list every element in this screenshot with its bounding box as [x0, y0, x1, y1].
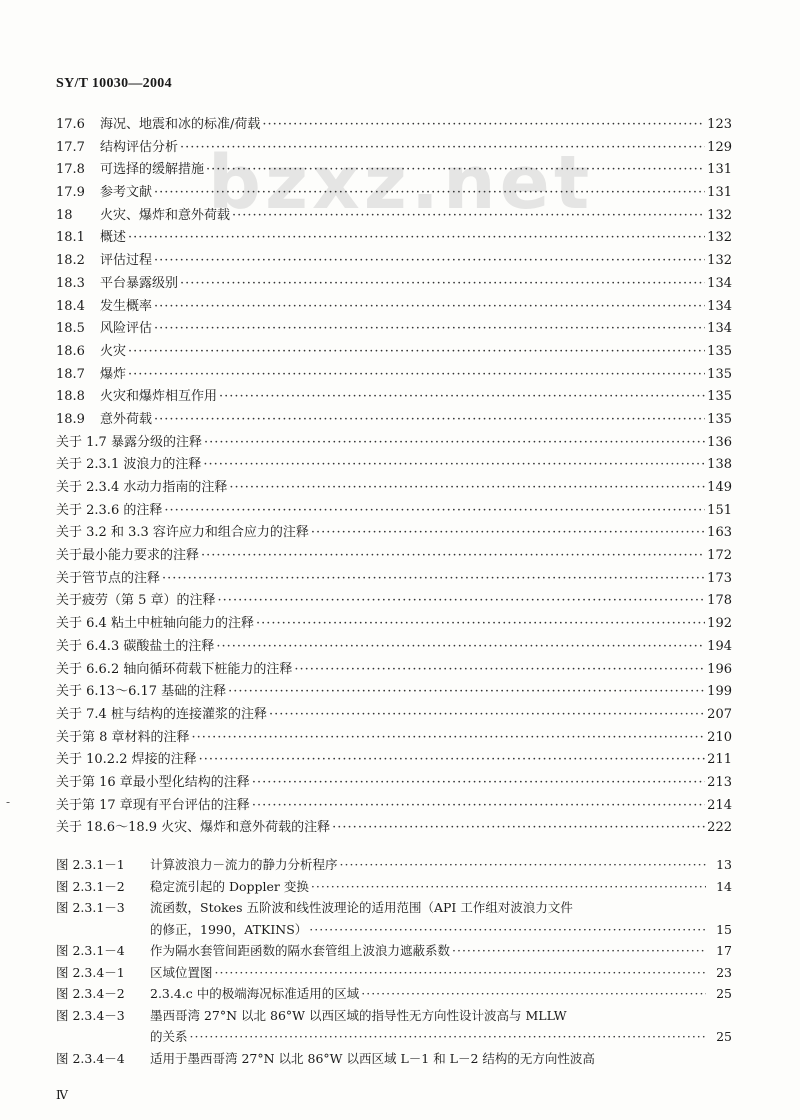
toc-entry-title: 关于第 16 章最小型化结构的注释 [56, 774, 250, 790]
figure-title-line: 的修正，1990，ATKINS） [150, 921, 308, 937]
toc-entry[interactable] [56, 771, 732, 794]
toc-entry-page: 151 [707, 502, 732, 518]
figure-entry[interactable] [56, 963, 732, 985]
figure-page: 14 [716, 878, 732, 894]
dot-leader [361, 986, 706, 1001]
figure-page: 25 [716, 1029, 732, 1044]
page-number: Ⅳ [56, 1088, 68, 1102]
figure-title: 计算波浪力－流力的静力分析程序 [150, 857, 338, 872]
toc-entry[interactable] [56, 295, 732, 318]
toc-entry[interactable] [56, 113, 732, 136]
figure-title: 墨西哥湾 27°N 以北 86°W 以西区域的指导性无方向性设计波高与 MLLW [150, 1007, 567, 1023]
toc-entry-page: 214 [707, 797, 732, 813]
toc-entry[interactable] [56, 499, 732, 522]
toc-entry-title: 结构评估分析 [100, 139, 179, 155]
figure-number: 图 2.3.4－3 [56, 1007, 125, 1023]
toc-entry-number: 17.7 [56, 139, 85, 155]
figure-number: 图 2.3.1－1 [56, 857, 125, 872]
toc-entry[interactable] [56, 453, 732, 476]
figure-title: 2.3.4.c 中的极端海况标准适用的区域 [150, 986, 360, 1001]
figure-title: 区域位置图 [150, 964, 213, 980]
toc-entry-page: 210 [707, 729, 732, 745]
toc-entry-page: 135 [707, 389, 732, 405]
dot-leader [128, 230, 705, 245]
toc-entry-title: 关于 2.3.4 水动力指南的注释 [56, 480, 228, 495]
toc-entry-title: 参考文献 [100, 185, 153, 201]
toc-entry[interactable] [56, 158, 732, 181]
figure-entry[interactable] [56, 855, 732, 877]
dot-leader [203, 457, 705, 472]
figure-entry[interactable] [56, 1006, 732, 1028]
toc-entry-title: 关于 2.3.1 波浪力的注释 [56, 457, 202, 473]
figure-title: 适用于墨西哥湾 27°N 以北 86°W 以西区域 L－1 和 L－2 结构的无方向性波高 [150, 1050, 595, 1066]
toc-entry[interactable] [56, 816, 732, 839]
dot-leader [452, 943, 706, 958]
toc-entry[interactable] [56, 431, 732, 454]
figure-title: 作为隔水套管间距函数的隔水套管组上波浪力遮蔽系数 [150, 943, 451, 958]
toc-entry-number: 18.1 [56, 230, 85, 246]
toc-entry-page: 136 [707, 434, 732, 450]
dot-leader [154, 321, 705, 336]
toc-entry-page: 149 [707, 480, 732, 495]
figure-entry[interactable] [56, 941, 732, 963]
toc-entry[interactable] [56, 658, 732, 681]
figure-page: 23 [716, 964, 732, 980]
table-of-contents [56, 113, 732, 839]
toc-entry-title: 关于 18.6～18.9 火灾、爆炸和意外荷载的注释 [56, 820, 331, 836]
toc-entry-page: 199 [707, 684, 732, 700]
toc-entry-page: 135 [707, 343, 732, 359]
toc-entry-title: 关于 3.2 和 3.3 容许应力和组合应力的注释 [56, 525, 309, 541]
figure-title-continuation [56, 920, 732, 942]
toc-entry-title: 关于 6.4.3 碳酸盐土的注释 [56, 638, 215, 654]
document-code-header: SY/T 10030—2004 [56, 76, 172, 91]
toc-entry-number: 18.2 [56, 253, 85, 269]
toc-entry[interactable] [56, 317, 732, 340]
dot-leader [162, 571, 705, 586]
toc-entry-page: 163 [707, 525, 732, 541]
toc-entry-title: 风险评估 [100, 321, 153, 337]
dot-leader [256, 616, 705, 631]
dot-leader [228, 684, 705, 699]
toc-entry-page: 172 [707, 548, 732, 564]
toc-entry[interactable] [56, 521, 732, 544]
dot-leader [164, 503, 705, 518]
figure-number: 图 2.3.4－2 [56, 986, 125, 1001]
toc-entry[interactable] [56, 703, 732, 726]
dot-leader [128, 367, 705, 382]
toc-entry[interactable] [56, 136, 732, 159]
figure-title-line: 的关系 [150, 1029, 188, 1044]
dot-leader [154, 412, 705, 427]
toc-entry-title: 评估过程 [100, 253, 153, 269]
dot-leader [252, 798, 705, 813]
list-of-figures [56, 855, 732, 1070]
toc-entry-title: 关于 1.7 暴露分级的注释 [56, 434, 202, 450]
dot-leader [192, 730, 706, 745]
figure-title: 流函数，Stokes 五阶波和线性波理论的适用范围（API 工作组对波浪力文件 [150, 900, 573, 915]
toc-entry-number: 18.3 [56, 275, 85, 291]
dot-leader [232, 208, 705, 223]
dot-leader [311, 525, 705, 540]
toc-entry-page: 222 [707, 820, 732, 836]
toc-entry-page: 134 [707, 298, 732, 314]
toc-entry-page: 196 [707, 661, 732, 677]
toc-entry-number: 18.4 [56, 298, 85, 314]
dot-leader [252, 775, 705, 790]
toc-entry-page: 135 [707, 366, 732, 382]
toc-entry-title: 关于 6.6.2 轴向循环荷载下桩能力的注释 [56, 661, 293, 677]
figure-page: 15 [716, 921, 732, 937]
dot-leader [262, 117, 705, 132]
figure-number: 图 2.3.1－3 [56, 900, 125, 915]
toc-entry-page: 211 [707, 752, 732, 768]
toc-entry-number: 18.5 [56, 321, 85, 337]
dot-leader [309, 922, 706, 937]
toc-entry-title: 平台暴露级别 [100, 275, 179, 291]
dot-leader [311, 879, 706, 894]
dot-leader [201, 548, 705, 563]
toc-entry-number: 18.9 [56, 411, 85, 427]
dot-leader [154, 185, 705, 200]
toc-entry-page: 123 [707, 117, 732, 132]
figure-number: 图 2.3.4－4 [56, 1050, 125, 1066]
toc-entry[interactable] [56, 385, 732, 408]
dot-leader [199, 752, 706, 767]
watermark: bzxz.net [208, 140, 594, 226]
dot-leader [204, 435, 705, 450]
figure-page: 13 [716, 857, 732, 872]
dot-leader [215, 965, 706, 980]
toc-entry-title: 关于最小能力要求的注释 [56, 548, 200, 564]
toc-entry[interactable] [56, 612, 732, 635]
toc-entry-number: 17.6 [56, 117, 85, 132]
toc-entry-page: 138 [707, 457, 732, 473]
toc-entry-title: 关于第 17 章现有平台评估的注释 [56, 797, 250, 813]
toc-entry-page: 132 [707, 230, 732, 246]
dot-leader [216, 639, 705, 654]
figure-number: 图 2.3.1－4 [56, 943, 125, 958]
dot-leader [206, 162, 705, 177]
toc-entry[interactable] [56, 226, 732, 249]
toc-entry[interactable] [56, 340, 732, 363]
toc-entry[interactable] [56, 181, 732, 204]
side-mark: - [6, 795, 11, 809]
dot-leader [128, 344, 705, 359]
toc-entry-title: 海况、地震和冰的标准/荷载 [100, 117, 261, 132]
toc-entry[interactable] [56, 272, 732, 295]
toc-entry-page: 192 [707, 616, 732, 632]
toc-entry-title: 关于 2.3.6 的注释 [56, 502, 163, 518]
figure-entry[interactable] [56, 877, 732, 899]
toc-entry-title: 概述 [100, 230, 127, 246]
toc-entry-title: 爆炸 [100, 366, 127, 382]
toc-entry-page: 134 [707, 321, 732, 337]
toc-entry-title: 关于疲劳（第 5 章）的注释 [56, 593, 216, 609]
dot-leader [218, 593, 706, 608]
toc-entry[interactable] [56, 249, 732, 272]
toc-entry[interactable] [56, 748, 732, 771]
dot-leader [180, 140, 705, 155]
toc-entry[interactable] [56, 476, 732, 499]
figure-number: 图 2.3.4－1 [56, 964, 125, 980]
toc-entry[interactable] [56, 726, 732, 749]
figure-title: 稳定流引起的 Doppler 变换 [150, 878, 309, 894]
toc-entry-number: 18.6 [56, 343, 85, 359]
toc-entry-title: 火灾和爆炸相互作用 [100, 389, 218, 405]
toc-entry[interactable] [56, 567, 732, 590]
toc-entry-number: 18.8 [56, 389, 85, 405]
dot-leader [219, 389, 705, 404]
toc-entry-title: 关于第 8 章材料的注释 [56, 729, 190, 745]
dot-leader [294, 662, 705, 677]
toc-entry-title: 意外荷载 [100, 411, 153, 427]
figure-entry[interactable] [56, 898, 732, 920]
toc-entry-title: 可选择的缓解措施 [100, 162, 205, 178]
toc-entry-title: 关于 10.2.2 焊接的注释 [56, 752, 197, 768]
toc-entry-title: 火灾 [100, 343, 127, 359]
toc-entry-title: 火灾、爆炸和意外荷载 [100, 207, 231, 223]
figure-number: 图 2.3.1－2 [56, 878, 125, 894]
toc-entry-page: 135 [707, 411, 732, 427]
dot-leader [154, 299, 705, 314]
dot-leader [154, 253, 705, 268]
toc-entry-page: 178 [707, 593, 732, 609]
toc-entry-page: 134 [707, 275, 732, 291]
toc-entry-title: 关于 7.4 桩与结构的连接灌浆的注释 [56, 706, 267, 722]
figure-page: 17 [716, 943, 732, 958]
figure-page: 25 [716, 986, 732, 1001]
toc-entry[interactable] [56, 794, 732, 817]
toc-entry[interactable] [56, 204, 732, 227]
toc-entry-number: 18.7 [56, 366, 85, 382]
toc-entry-title: 关于 6.13～6.17 基础的注释 [56, 684, 227, 700]
toc-entry-number: 17.8 [56, 162, 85, 178]
figure-title-continuation [56, 1027, 732, 1049]
dot-leader [340, 857, 706, 872]
dot-leader [229, 480, 705, 495]
toc-entry[interactable] [56, 363, 732, 386]
figure-entry[interactable] [56, 984, 732, 1006]
toc-entry[interactable] [56, 589, 732, 612]
toc-entry-number: 17.9 [56, 185, 85, 201]
toc-entry-number: 18 [56, 207, 73, 223]
toc-entry-page: 132 [707, 253, 732, 269]
toc-entry-page: 129 [707, 139, 732, 155]
toc-entry-page: 213 [707, 774, 732, 790]
dot-leader [190, 1029, 706, 1044]
toc-entry[interactable] [56, 635, 732, 658]
dot-leader [180, 276, 705, 291]
toc-entry[interactable] [56, 408, 732, 431]
toc-entry-page: 207 [707, 706, 732, 722]
figure-entry[interactable] [56, 1049, 732, 1071]
dot-leader [332, 820, 705, 835]
toc-entry-page: 132 [707, 207, 732, 223]
toc-entry[interactable] [56, 680, 732, 703]
toc-entry-title: 关于 6.4 粘土中桩轴向能力的注释 [56, 616, 254, 632]
toc-entry-title: 关于管节点的注释 [56, 570, 161, 586]
dot-leader [269, 707, 705, 722]
toc-entry-title: 发生概率 [100, 298, 153, 314]
toc-entry-page: 173 [707, 570, 732, 586]
toc-entry-page: 131 [707, 185, 732, 201]
toc-entry-page: 194 [707, 638, 732, 654]
toc-entry[interactable] [56, 544, 732, 567]
toc-entry-page: 131 [707, 162, 732, 178]
